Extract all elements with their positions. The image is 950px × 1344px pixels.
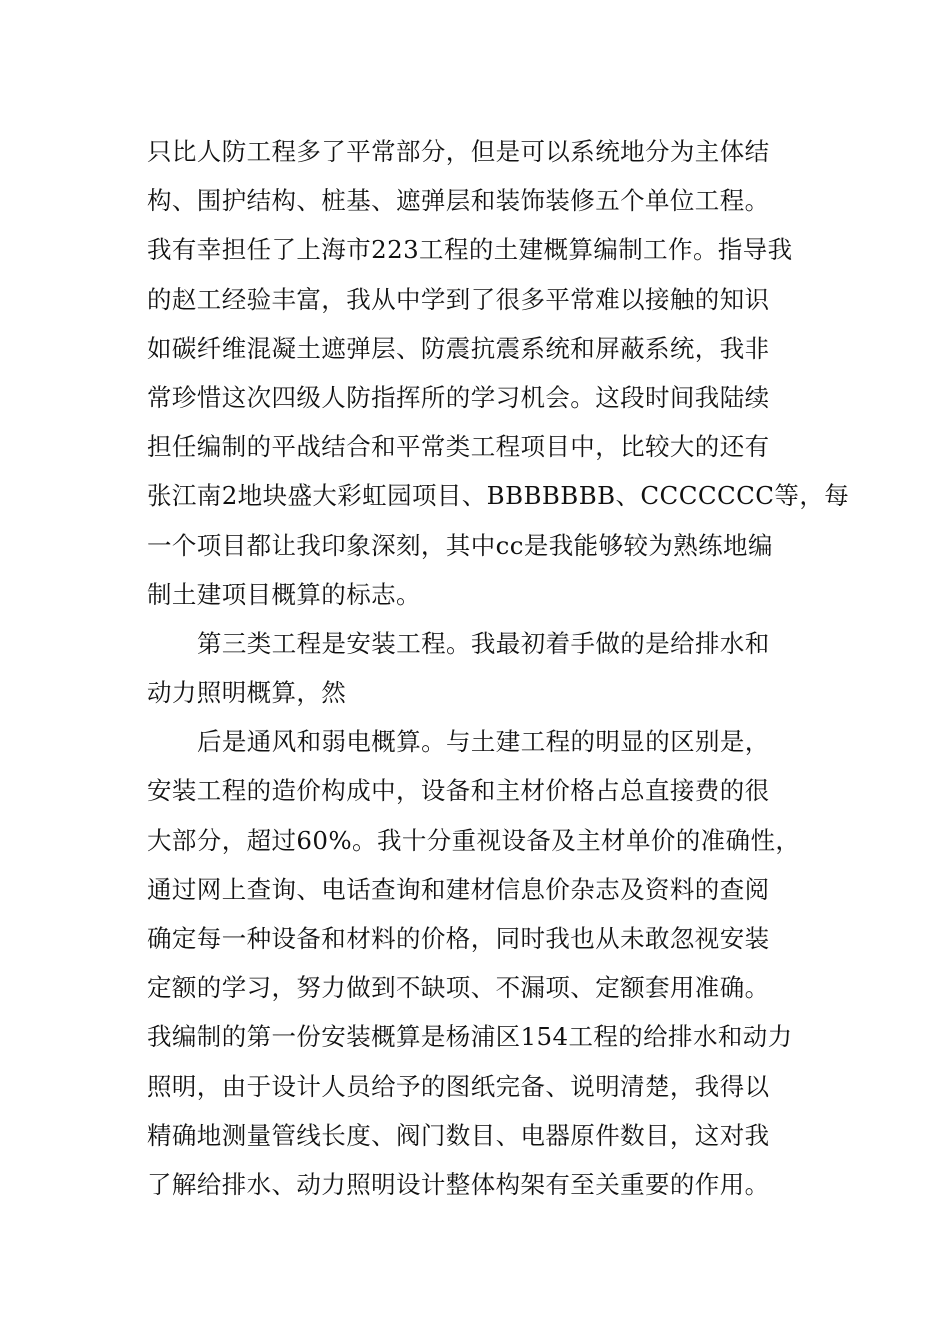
text-line: 的赵工经验丰富，我从中学到了很多平常难以接触的知识 (147, 284, 770, 314)
text-line: 照明，由于设计人员给予的图纸完备、说明清楚，我得以 (147, 1071, 770, 1101)
body-text (147, 127, 850, 1209)
text-line: 定额的学习，努力做到不缺项、不漏项、定额套用准确。 (147, 973, 770, 1003)
text-line: 一个项目都让我印象深刻，其中cc是我能够较为熟练地编 (147, 530, 773, 560)
text-line: 张江南2地块盛大彩虹园项目、BBBBBBB、CCCCCCC等，每 (147, 481, 850, 511)
text-line: 如碳纤维混凝土遮弹层、防震抗震系统和屏蔽系统，我非 (147, 333, 770, 363)
text-line: 制土建项目概算的标志。 (147, 579, 421, 609)
text-line: 确定每一种设备和材料的价格，同时我也从未敢忽视安装 (147, 924, 770, 953)
text-line: 动力照明概算，然 (147, 678, 347, 708)
text-line: 大部分，超过60%。我十分重视设备及主材单价的准确性， (147, 825, 801, 855)
text-line: 通过网上查询、电话查询和建材信息价杂志及资料的查阅 (147, 874, 770, 904)
text-line: 只比人防工程多了平常部分，但是可以系统地分为主体结 (147, 137, 770, 166)
text-line: 构、围护结构、桩基、遮弹层和装饰装修五个单位工程。 (147, 186, 770, 216)
text-line: 我有幸担任了上海市223工程的土建概算编制工作。指导我 (147, 235, 793, 265)
text-line: 了解给排水、动力照明设计整体构架有至关重要的作用。 (147, 1169, 770, 1199)
text-line: 安装工程的造价构成中，设备和主材价格占总直接费的很 (147, 776, 770, 806)
text-line: 常珍惜这次四级人防指挥所的学习机会。这段时间我陆续 (147, 382, 770, 412)
text-line: 精确地测量管线长度、阀门数目、电器原件数目，这对我 (147, 1120, 770, 1150)
text-line: 我编制的第一份安装概算是杨浦区154工程的给排水和动力 (147, 1022, 793, 1052)
paragraph-start-line: 第三类工程是安装工程。我最初着手做的是给排水和 (197, 628, 770, 658)
text-line: 担任编制的平战结合和平常类工程项目中，比较大的还有 (147, 432, 770, 462)
paragraph-start-line: 后是通风和弱电概算。与土建工程的明显的区别是， (197, 727, 770, 757)
